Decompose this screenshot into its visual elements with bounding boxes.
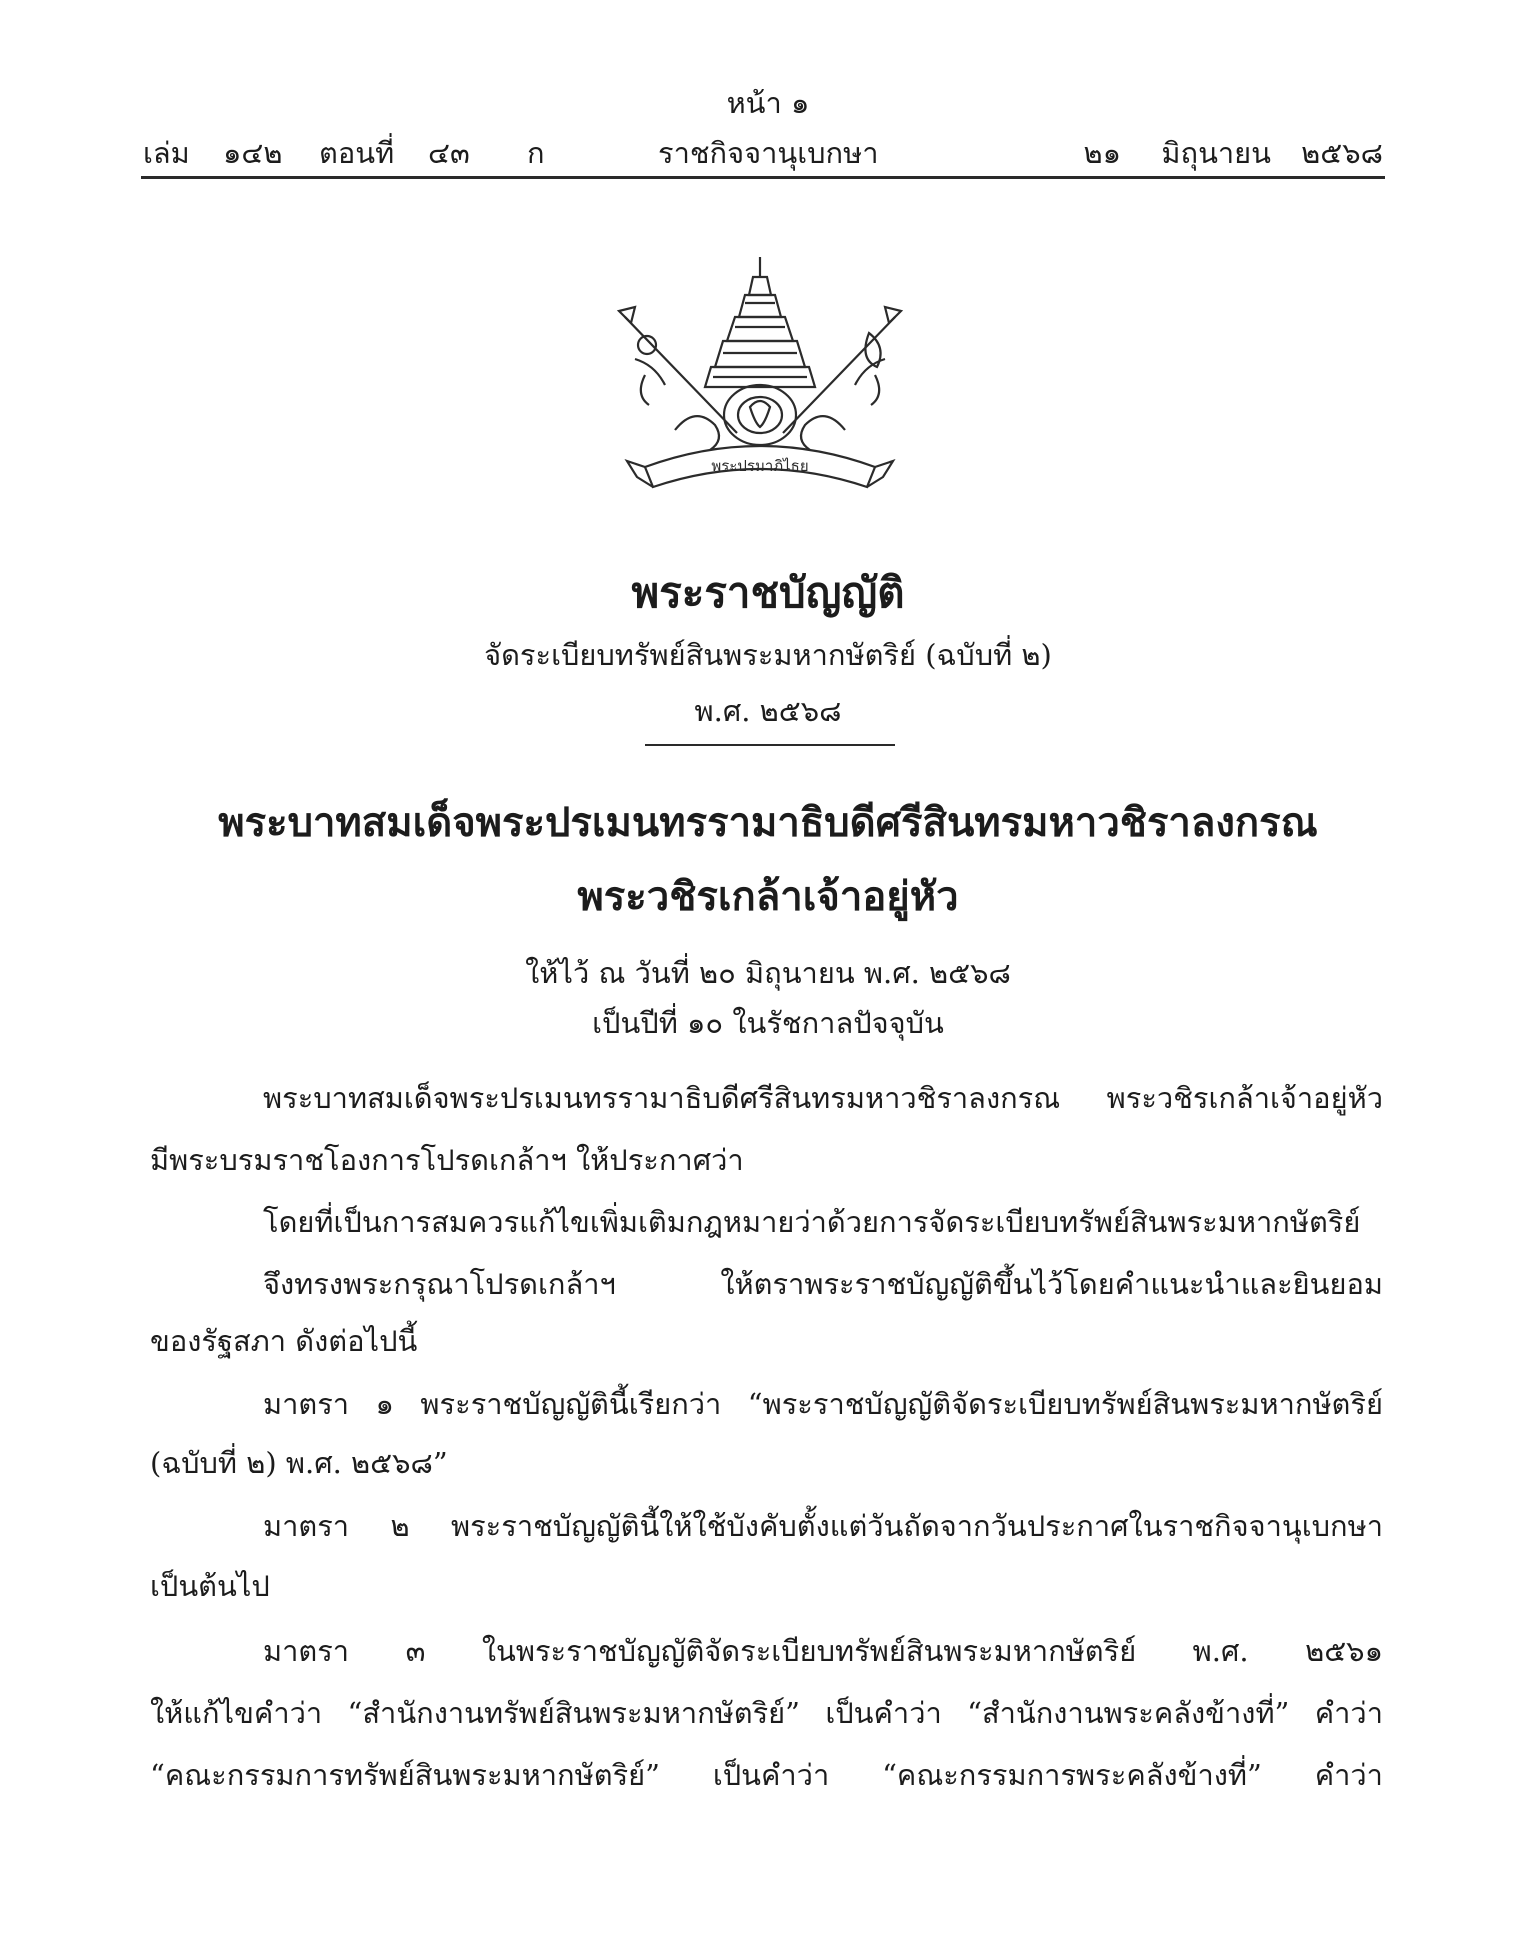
section-3-line-2 bbox=[150, 1690, 1383, 1736]
section-2-line-2: เป็นต้นไป bbox=[150, 1569, 270, 1603]
king-name-line-2: พระวชิรเกล้าเจ้าอยู่หัว bbox=[577, 873, 959, 920]
text-segment: เป็นคำว่า bbox=[825, 1696, 942, 1730]
section-label: มาตรา bbox=[263, 1634, 350, 1668]
reign-year: เป็นปีที่ ๑๐ ในรัชกาลปัจจุบัน bbox=[592, 1006, 944, 1040]
text-segment: ในพระราชบัญญัติจัดระเบียบทรัพย์สินพระมหากษัตริย์ bbox=[481, 1634, 1137, 1668]
header-divider bbox=[141, 176, 1385, 179]
section-3-line-1 bbox=[263, 1628, 1383, 1674]
date-day: ๒๑ bbox=[1083, 136, 1121, 170]
king-name-line-1: พระบาทสมเด็จพระปรเมนทรรามาธิบดีศรีสินทรมหาวชิราลงกรณ bbox=[218, 799, 1318, 846]
text-segment: “คณะกรรมการทรัพย์สินพระมหากษัตริย์” bbox=[150, 1758, 660, 1792]
date-year: ๒๕๖๘ bbox=[1301, 136, 1383, 170]
text-segment: ให้ตราพระราชบัญญัติขึ้นไว้โดยคำแนะนำและยินยอม bbox=[720, 1267, 1383, 1301]
section-number: ๓ bbox=[405, 1634, 426, 1668]
text-segment: ให้แก้ไขคำว่า bbox=[150, 1696, 323, 1730]
text-segment: “สำนักงานทรัพย์สินพระมหากษัตริย์” bbox=[347, 1696, 801, 1730]
text-segment: จึงทรงพระกรุณาโปรดเกล้าฯ bbox=[263, 1267, 616, 1301]
act-title: พระราชบัญญัติ bbox=[631, 568, 905, 617]
text-segment: เป็นคำว่า bbox=[712, 1758, 830, 1792]
section-number: ๒ bbox=[390, 1509, 410, 1543]
gazette-name: ราชกิจจานุเบกษา bbox=[658, 136, 879, 170]
royal-emblem-icon bbox=[605, 255, 915, 495]
issue-label: ตอนที่ bbox=[319, 136, 395, 170]
text-segment: คำว่า bbox=[1314, 1758, 1383, 1792]
paragraph-preamble-line-1 bbox=[263, 1075, 1383, 1121]
text-segment: พระราชบัญญัตินี้ให้ใช้บังคับตั้งแต่วันถัดจากวันประกาศในราชกิจจานุเบกษา bbox=[450, 1509, 1383, 1543]
text-segment: “พระราชบัญญัติจัดระเบียบทรัพย์สินพระมหากษัตริย์ bbox=[747, 1387, 1383, 1421]
text-segment: พระวชิรเกล้าเจ้าอยู่หัว bbox=[1106, 1081, 1383, 1115]
issue-section: ก bbox=[527, 136, 545, 170]
text-segment: ๒๕๖๑ bbox=[1305, 1634, 1383, 1668]
emblem-ribbon-text: พระปรมาภิไธย bbox=[711, 457, 809, 475]
issue-number: ๔๓ bbox=[428, 136, 470, 170]
text-segment: พ.ศ. bbox=[1192, 1634, 1249, 1668]
section-2-line-1 bbox=[263, 1503, 1383, 1549]
paragraph-enactment-line-1 bbox=[263, 1261, 1383, 1307]
text-segment: “สำนักงานพระคลังข้างที่” bbox=[967, 1696, 1290, 1730]
given-date: ให้ไว้ ณ วันที่ ๒๐ มิถุนายน พ.ศ. ๒๕๖๘ bbox=[525, 956, 1011, 990]
volume-number: ๑๔๒ bbox=[223, 136, 283, 170]
paragraph-enactment-line-2: ของรัฐสภา ดังต่อไปนี้ bbox=[150, 1324, 418, 1358]
section-1-line-1 bbox=[263, 1381, 1383, 1427]
title-divider bbox=[645, 744, 895, 746]
text-segment: “คณะกรรมการพระคลังข้างที่” bbox=[882, 1758, 1262, 1792]
act-subject: จัดระเบียบทรัพย์สินพระมหากษัตริย์ (ฉบับที่ ๒) bbox=[484, 638, 1052, 672]
section-label: มาตรา bbox=[263, 1387, 350, 1421]
section-number: ๑ bbox=[375, 1387, 394, 1421]
section-label: มาตรา bbox=[263, 1509, 350, 1543]
gazette-header bbox=[143, 130, 1383, 170]
page-number: หน้า ๑ bbox=[726, 86, 810, 120]
date-month: มิถุนายน bbox=[1161, 136, 1271, 170]
section-3-line-3 bbox=[150, 1752, 1383, 1798]
section-1-line-2: (ฉบับที่ ๒) พ.ศ. ๒๕๖๘” bbox=[150, 1446, 448, 1480]
act-year: พ.ศ. ๒๕๖๘ bbox=[694, 694, 842, 728]
text-segment: คำว่า bbox=[1314, 1696, 1383, 1730]
paragraph-preamble-line-2: มีพระบรมราชโองการโปรดเกล้าฯ ให้ประกาศว่า bbox=[150, 1143, 744, 1177]
volume-label: เล่ม bbox=[143, 136, 190, 170]
text-segment: พระบาทสมเด็จพระปรเมนทรรามาธิบดีศรีสินทรมหาวชิราลงกรณ bbox=[263, 1081, 1061, 1115]
paragraph-whereas: โดยที่เป็นการสมควรแก้ไขเพิ่มเติมกฎหมายว่าด้วยการจัดระเบียบทรัพย์สินพระมหากษัตริย์ bbox=[263, 1205, 1361, 1239]
text-segment: พระราชบัญญัตินี้เรียกว่า bbox=[420, 1387, 722, 1421]
